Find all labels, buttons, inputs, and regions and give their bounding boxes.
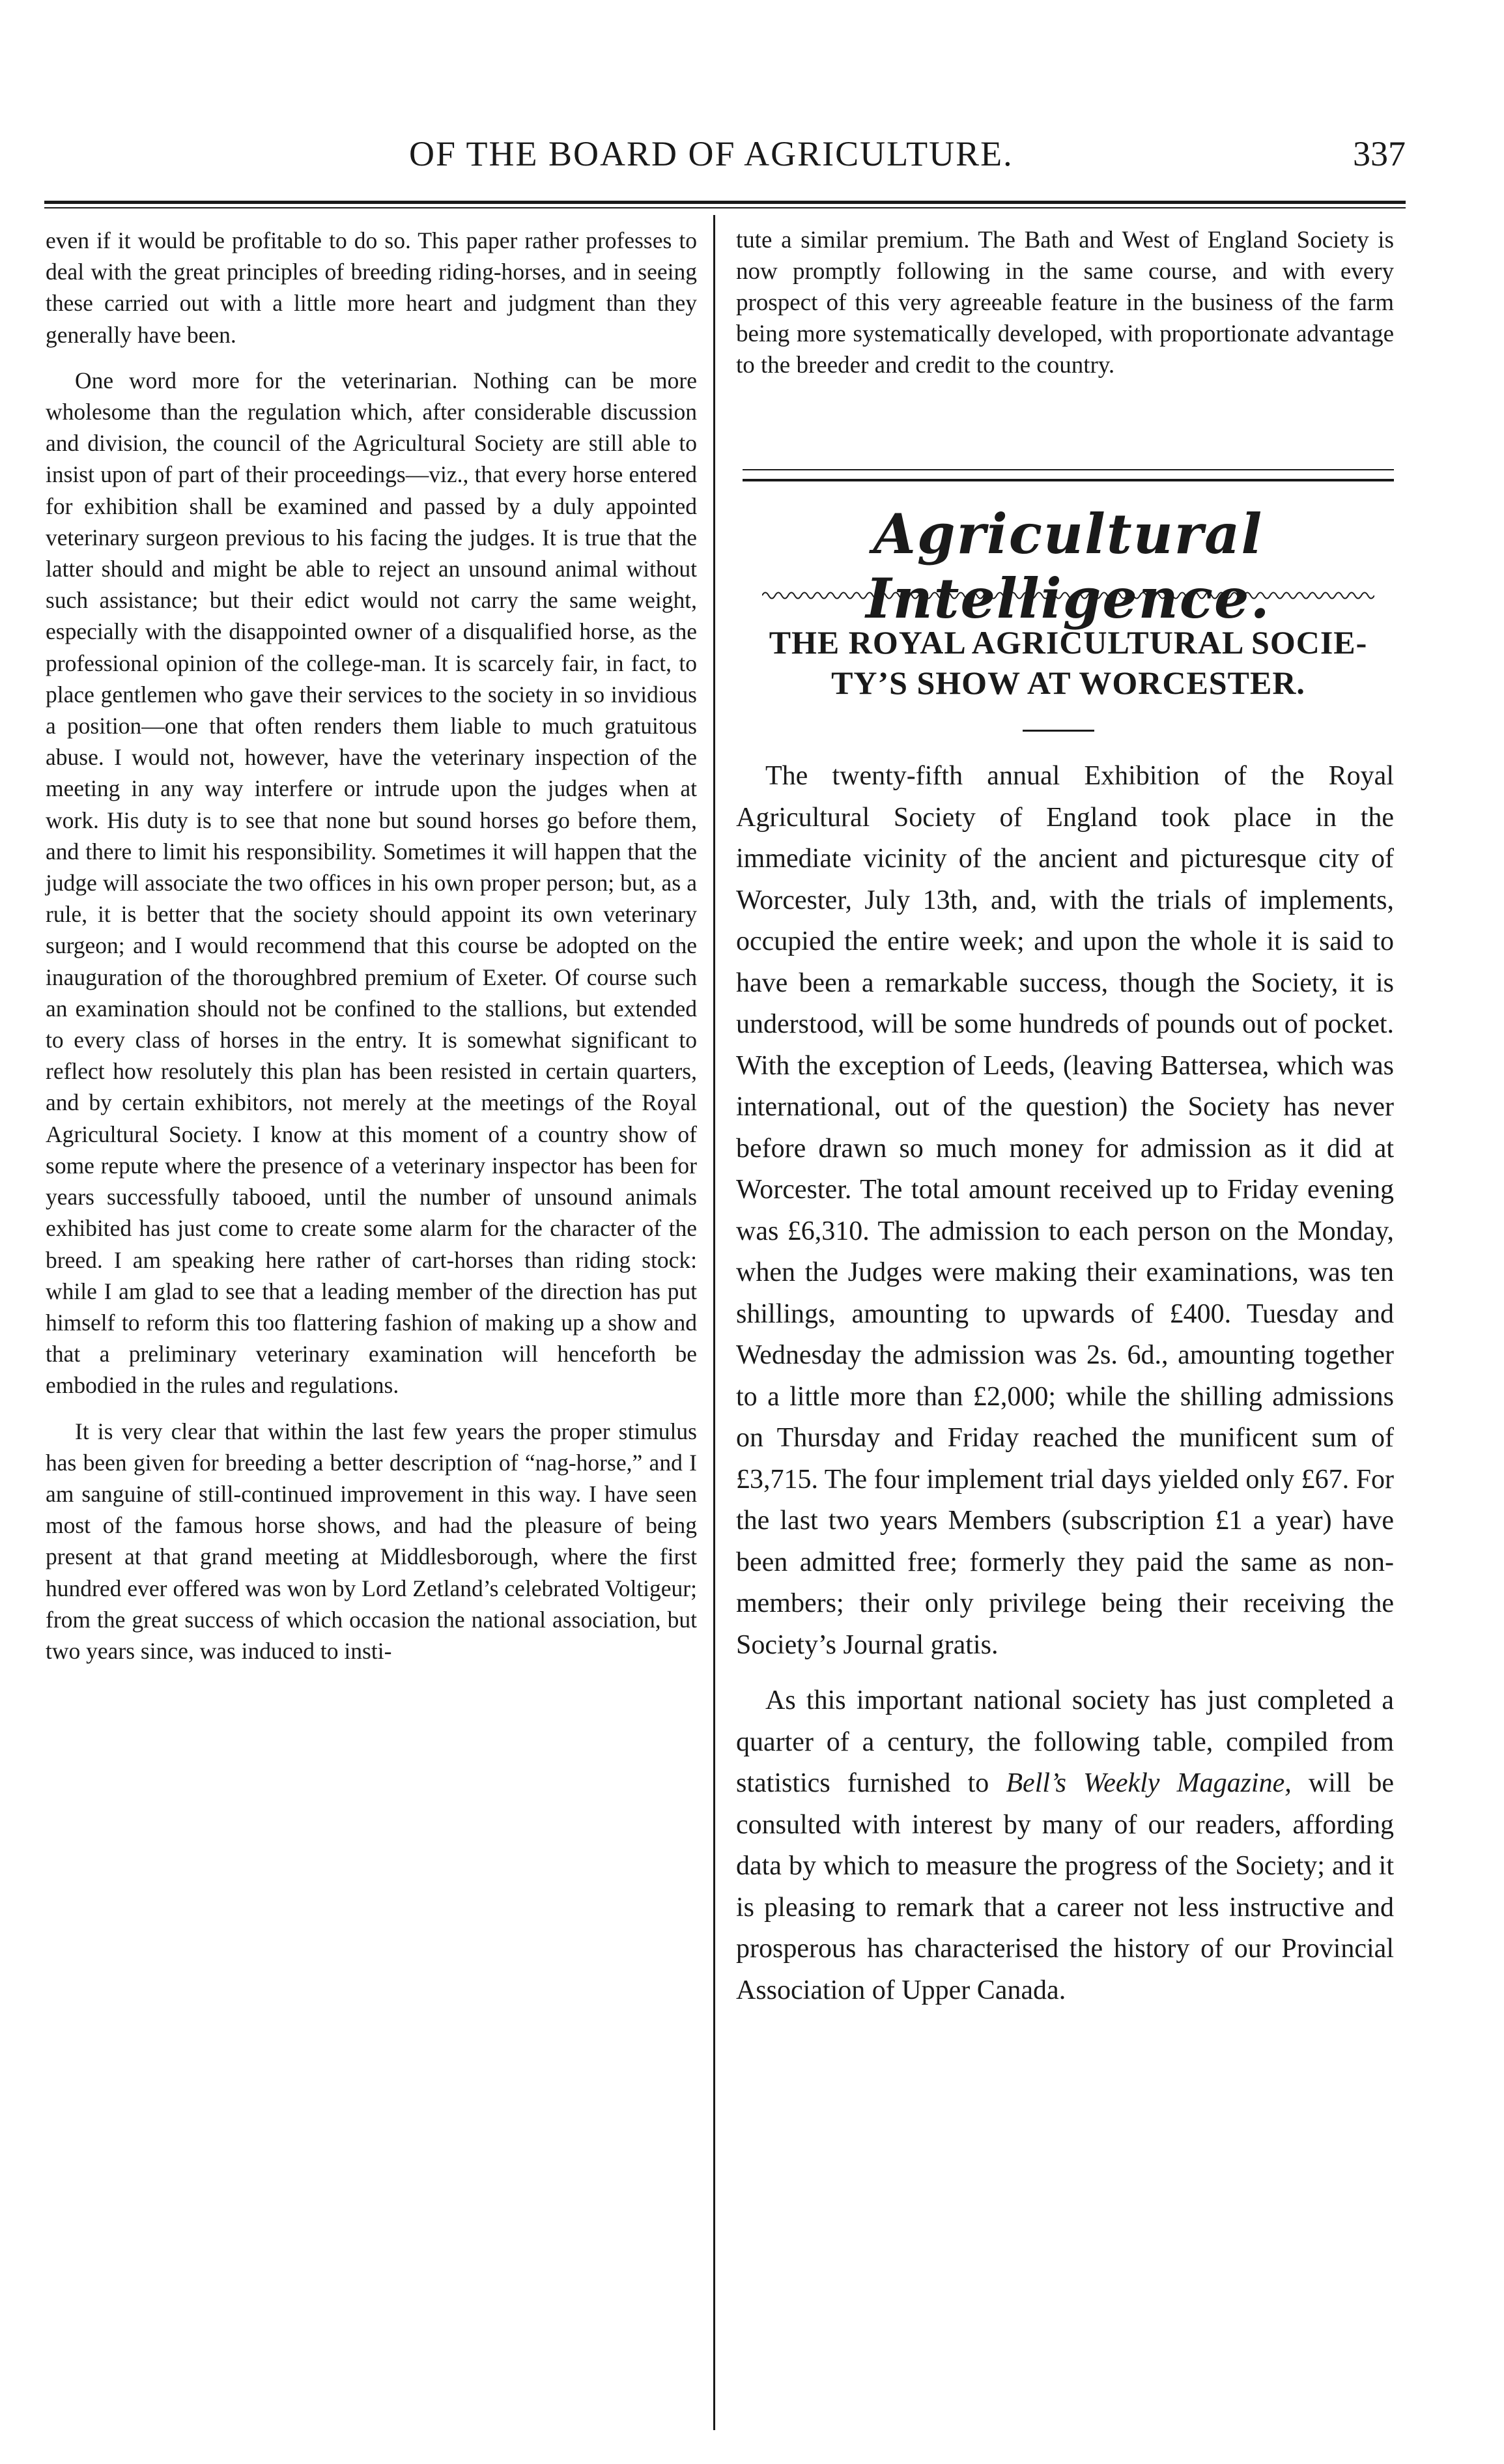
left-paragraph-1: even if it would be profitable to do so. This paper rather professes to deal with the great principles of breeding riding-horses, and in seeing these carried out with a little more heart and judgment than they generally have been. bbox=[46, 227, 697, 348]
right-paragraph-3-end: will be consulted with interest by many of our readers, affording data by which to measure the progress of the Society; and it is pleasing to remark that a career not less instructive and prosperous has characterised the history of our Provincial Association of Upper Canada. bbox=[736, 1768, 1394, 2005]
page-number: 337 bbox=[1353, 134, 1406, 173]
running-title: OF THE BOARD OF AGRICULTURE. bbox=[409, 134, 1014, 173]
column-divider bbox=[713, 215, 715, 2430]
ornamental-wavy-rule bbox=[762, 590, 1374, 601]
left-paragraph-2: One word more for the veterinarian. Nothing can be more wholesome than the regulation which, after considerable discussion and division, the council of the Agricultural Society are still able to insist upon of part of their proceedings—viz., that every horse entered for exhibition shall be examined and passed by a duly appointed veterinary surgeon previous to his facing the judges. It is true that the latter should and might be able to reject an unsound animal without such assistance; but their edict would not carry the same weight, especially with the disappointed owner of a disqualified horse, as the professional opinion of the college-man. It is scarcely fair, in fact, to place gentlemen who gave their services to the society in so invidious a position—one that often renders them liable to much gratuitous abuse. I would not, however, have the veterinary inspection of the meeting in any way interfere or intrude upon the judges when at work. His duty is to see that none but sound horses go before them, and there to limit his responsibility. Sometimes it will happen that the judge will associate the two offices in his own proper person; but, as a rule, it is better that the society should appoint its own veterinary surgeon; and I would recommend that this course be adopted on the inauguration of the thoroughbred premium of Exeter. Of course such an examination should not be confined to the stallions, but extended to every class of horses in the entry. It is somewhat significant to reflect how resolutely this plan has been resisted in certain quarters, and by certain exhibitors, not merely at the meetings of the Royal Agricultural Society. I know at this moment of a country show of some repute where the presence of a veterinary inspector has been for years successfully tabooed, until the number of unsound animals exhibited has just come to create some alarm for the character of the breed. I am speaking here rather of cart-horses than riding stock: while I am glad to see that a leading member of the direction has put himself to reform this too flattering fashion of making up a show and that a preliminary veterinary examination will henceforth be embodied in the rules and regulations. bbox=[46, 367, 697, 1399]
right-paragraph-1: tute a similar premium. The Bath and West of England Society is now promptly following in the same course, and with every prospect of this very agreeable feature in the business of the farm being more systematically developed, with proportionate advantage to the breeder and credit to the country. bbox=[736, 227, 1394, 379]
section-rule-thin bbox=[743, 469, 1394, 470]
magazine-title: Bell’s Weekly Magazine, bbox=[1006, 1768, 1292, 1798]
left-column bbox=[46, 225, 697, 1667]
section-title: Agricultural Intelligence. bbox=[866, 502, 1271, 631]
article-headline bbox=[743, 622, 1394, 703]
running-header bbox=[44, 134, 1406, 192]
right-column-top bbox=[736, 225, 1394, 381]
left-paragraph-3: It is very clear that within the last few years the proper stimulus has been given for breeding a better description of “nag-horse,” and I am sanguine of still-continued improvement in this way. I have seen most of the famous horse shows, and had the pleasure of being present at that grand meeting at Middlesborough, where the first hundred ever offered was won by Lord Zetland’s celebrated Voltigeur; from the great success of which occasion the national association, but two years since, was induced to insti- bbox=[46, 1418, 697, 1664]
right-paragraph-3-start: As this important national society has just completed a quarter of a century, the following table, compiled from statistics furnished to bbox=[736, 1685, 1394, 1798]
header-rule-thin bbox=[44, 207, 1406, 208]
headline-line-2: TY’S SHOW AT WORCESTER. bbox=[831, 665, 1305, 701]
right-column-article bbox=[736, 756, 1394, 2011]
right-paragraph-3 bbox=[736, 1680, 1394, 2011]
headline-line-1: THE ROYAL AGRICULTURAL SOCIE- bbox=[769, 624, 1368, 661]
section-rule-thick bbox=[743, 479, 1394, 481]
headline-short-rule bbox=[1023, 730, 1094, 732]
right-paragraph-2: The twenty-fifth annual Exhibition of the Royal Agricultural Society of England took place in the immediate vicinity of the ancient and picturesque city of Worcester, July 13th, and, with the trials of implements, occupied the entire week; and upon the whole it is said to have been a remarkable success, though the Society, it is understood, will be some hundreds of pounds out of pocket. With the exception of Leeds, (leaving Battersea, which was international, out of the question) the Society has never before drawn so much money for admission as it did at Worcester. The total amount received up to Friday evening was £6,310. The admission to each person on the Monday, when the Judges were making their examinations, was ten shillings, amounting to upwards of £400. Tuesday and Wednesday the admission was 2s. 6d., amounting together to a little more than £2,000; while the shilling admissions on Thursday and Friday reached the munificent sum of £3,715. The four implement trial days yielded only £67. For the last two years Members (subscription £1 a year) have been admitted free; formerly they paid the same as non-members; their only privilege being their receiving the Society’s Journal gratis. bbox=[736, 761, 1394, 1660]
header-rule-thick bbox=[44, 201, 1406, 204]
